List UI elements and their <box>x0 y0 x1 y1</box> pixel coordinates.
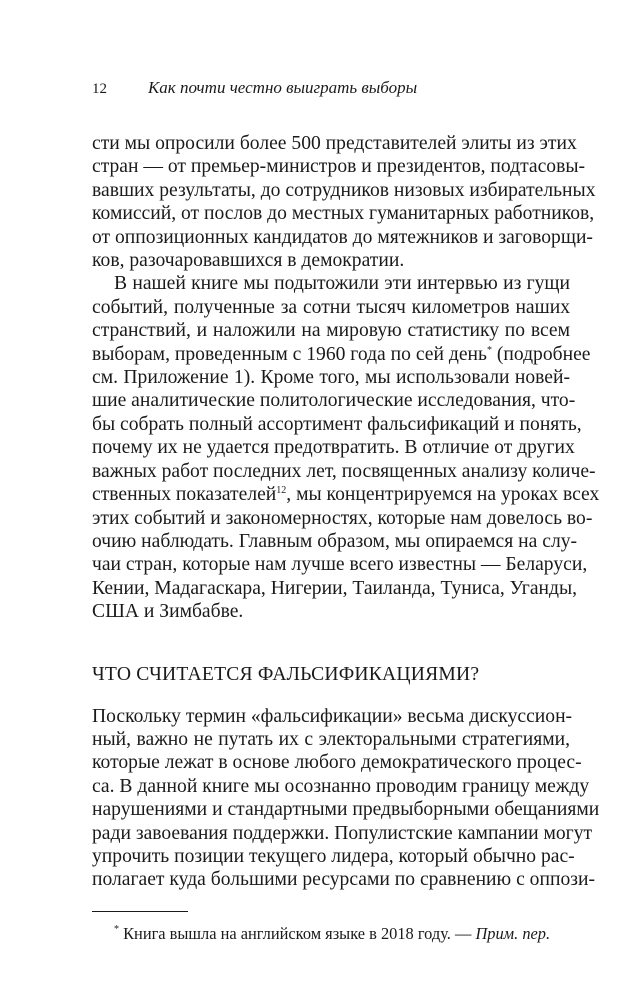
translator-note: Прим. пер. <box>475 923 551 943</box>
text-fragment: ственных показателей <box>92 484 277 506</box>
text-line: очию наблюдать. Главным образом, мы опираемся на слу- <box>92 530 578 552</box>
text-line: Поскольку термин «фальсификации» весьма дискуссион- <box>92 705 573 727</box>
paragraph-method <box>92 272 600 623</box>
text-line: этих событий и закономерностях, которые нам довелось во- <box>92 507 593 529</box>
running-head <box>92 78 570 104</box>
book-page <box>92 78 600 944</box>
text-line: бы собрать полный ассортимент фальсификаций и понять, <box>92 413 582 435</box>
text-fragment: , мы концентрируемся на уроках всех <box>286 484 600 506</box>
paragraph-interviews <box>92 132 596 272</box>
text-line: стран — от премьер-министров и президентов, подтасовы- <box>92 156 586 178</box>
text-line: важных работ последних лет, посвященных анализу количе- <box>92 460 596 482</box>
text-line: ный, важно не путать их с электоральными стратегиями, <box>92 728 570 750</box>
page-number: 12 <box>92 81 107 97</box>
text-line: шие аналитические политологические исследования, что- <box>92 390 576 412</box>
text-line: ков, разочаровавшихся в демократии. <box>92 250 405 272</box>
text-line: В нашей книге мы подытожили эти интервью из гущи <box>114 273 570 295</box>
footnote <box>92 924 570 944</box>
text-line <box>92 483 600 506</box>
text-fragment: (подробнее <box>491 343 591 365</box>
text-line: событий, полученные за сотни тысяч километров наших <box>92 296 570 318</box>
text-line: ради завоевания поддержки. Популистские кампании могут <box>92 822 593 844</box>
text-line <box>92 343 591 366</box>
text-line: чаи стран, которые нам лучше всего известны — Беларуси, <box>92 554 588 576</box>
text-line: нарушениями и стандартными предвыборными обещаниями <box>92 799 600 821</box>
text-fragment: выборам, проведенным с 1960 года по сей день <box>92 343 487 365</box>
text-line: упрочить позиции текущего лидера, который обычно рас- <box>92 845 575 867</box>
text-line: сти мы опросили более 500 представителей элиты из этих <box>92 133 577 154</box>
text-line: от оппозиционных кандидатов до мятежников и заговорщи- <box>92 226 593 248</box>
text-line: США и Зимбабве. <box>92 601 244 623</box>
text-line: странствий, и наложили на мировую статистику по всем <box>92 320 570 342</box>
endnote-reference[interactable]: 12 <box>276 485 287 497</box>
footnote-marker: * <box>114 923 119 935</box>
text-line: комиссий, от послов до местных гуманитарных работников, <box>92 203 595 225</box>
running-book-title: Как почти честно выиграть выборы <box>148 78 418 97</box>
text-line: которые лежат в основе любого демократического процес- <box>92 752 582 774</box>
text-line: см. Приложение 1). Кроме того, мы использовали новей- <box>92 367 570 389</box>
footnote-text: Книга вышла на английском языке в 2018 году. — <box>123 923 476 943</box>
footnote-marker[interactable]: * <box>486 344 492 356</box>
text-line: полагает куда большими ресурсами по сравнению с оппози- <box>92 869 595 891</box>
text-line: вавших результаты, до сотрудников низовых избирательных <box>92 179 596 201</box>
section-heading: ЧТО СЧИТАЕТСЯ ФАЛЬСИФИКАЦИЯМИ? <box>92 663 480 685</box>
paragraph-definition <box>92 705 600 892</box>
footnote-rule <box>92 911 188 912</box>
text-line: почему их не удается предотвратить. В отличие от других <box>92 437 575 459</box>
text-line: Кении, Мадагаскара, Нигерии, Таиланда, Туниса, Уганды, <box>92 577 578 599</box>
text-line: са. В данной книге мы осознанно проводим границу между <box>92 775 590 797</box>
